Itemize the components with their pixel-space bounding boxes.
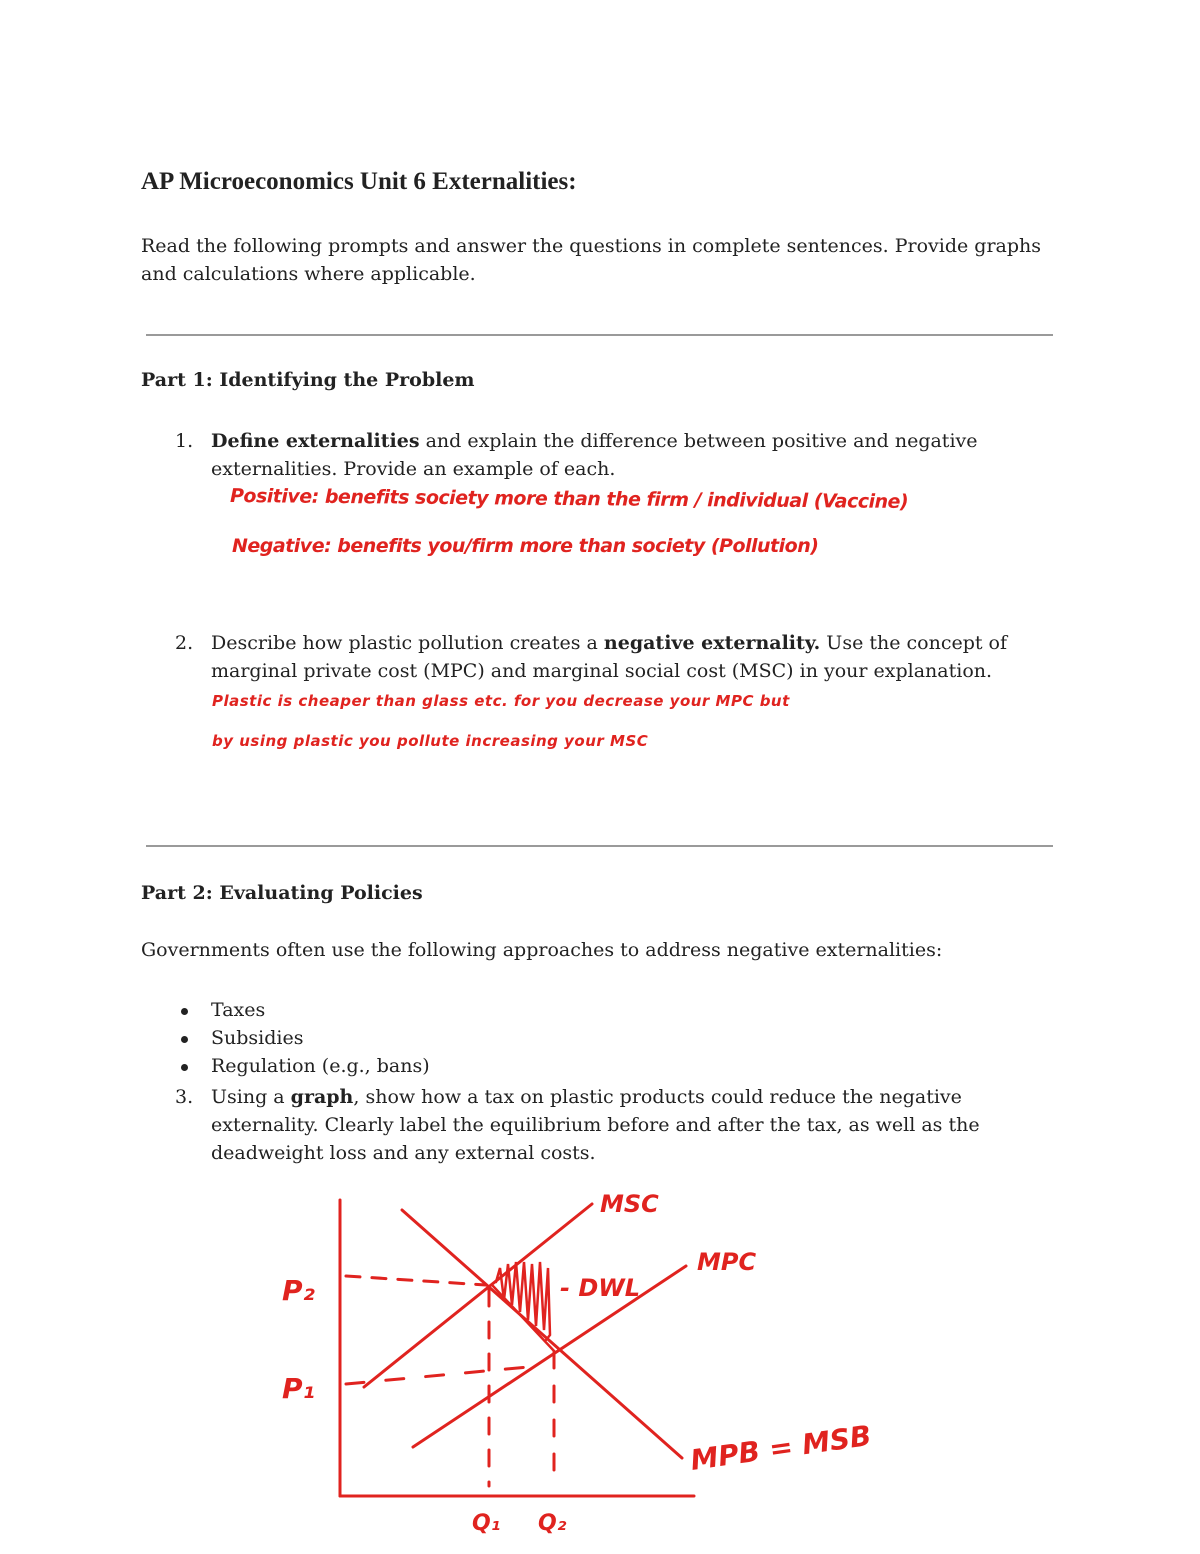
question-2-bold: negative externality. [603, 632, 821, 654]
intro-text: Read the following prompts and answer the questions in complete sentences. Provide graphs and calculations where applicable. [141, 235, 1042, 285]
question-1-number: 1. [175, 430, 194, 452]
part2-heading: Part 2: Evaluating Policies [141, 882, 423, 904]
question-1-bold: Define externalities [211, 430, 420, 452]
answer-1-line-2: Negative: benefits you/firm more than society (Pollution) [232, 535, 819, 557]
list-item: Subsidies [175, 1024, 430, 1052]
p2-label: P₂ [282, 1274, 315, 1307]
p1-label: P₁ [282, 1372, 315, 1405]
question-3-bold: graph [290, 1086, 354, 1108]
question-2-text-b: Use the concept of marginal private cost (MPC) and marginal social cost (MSC) in your explanation. [211, 632, 1008, 682]
answer-2-line-2: by using plastic you pollute increasing your MSC [212, 732, 649, 750]
question-3-text-a: Using a [211, 1086, 291, 1108]
question-2-number: 2. [175, 632, 194, 654]
list-item: Regulation (e.g., bans) [175, 1052, 430, 1080]
part1-heading: Part 1: Identifying the Problem [141, 369, 475, 391]
msc-curve [364, 1204, 592, 1387]
q2-label: Q₂ [538, 1511, 567, 1536]
answer-1-line-1: Positive: benefits society more than the firm / individual (Vaccine) [229, 485, 909, 513]
dwl-label: - DWL [560, 1274, 641, 1302]
question-2-text-a: Describe how plastic pollution creates a [211, 632, 604, 654]
mpc-label: MPC [697, 1248, 757, 1276]
question-3-text-b: , show how a tax on plastic products could reduce the negative externality. Clearly label the equilibrium before and after the tax, as well as the deadweight loss and any external costs. [211, 1086, 980, 1164]
p2-dashed-line [346, 1276, 486, 1285]
demand-label: MPB = MSB [688, 1418, 874, 1477]
part2-lead: Governments often use the following approaches to address negative externalities: [141, 939, 943, 961]
q1-label: Q₁ [472, 1511, 501, 1536]
demand-curve [402, 1210, 682, 1458]
question-3-number: 3. [175, 1086, 194, 1108]
answer-2-line-1: Plastic is cheaper than glass etc. for you decrease your MPC but [212, 692, 790, 710]
msc-label: MSC [600, 1190, 659, 1218]
question-1-text: and explain the difference between positive and negative externalities. Provide an example of each. [211, 430, 978, 480]
page-title: AP Microeconomics Unit 6 Externalities: [141, 168, 577, 195]
list-item: Taxes [175, 996, 430, 1024]
